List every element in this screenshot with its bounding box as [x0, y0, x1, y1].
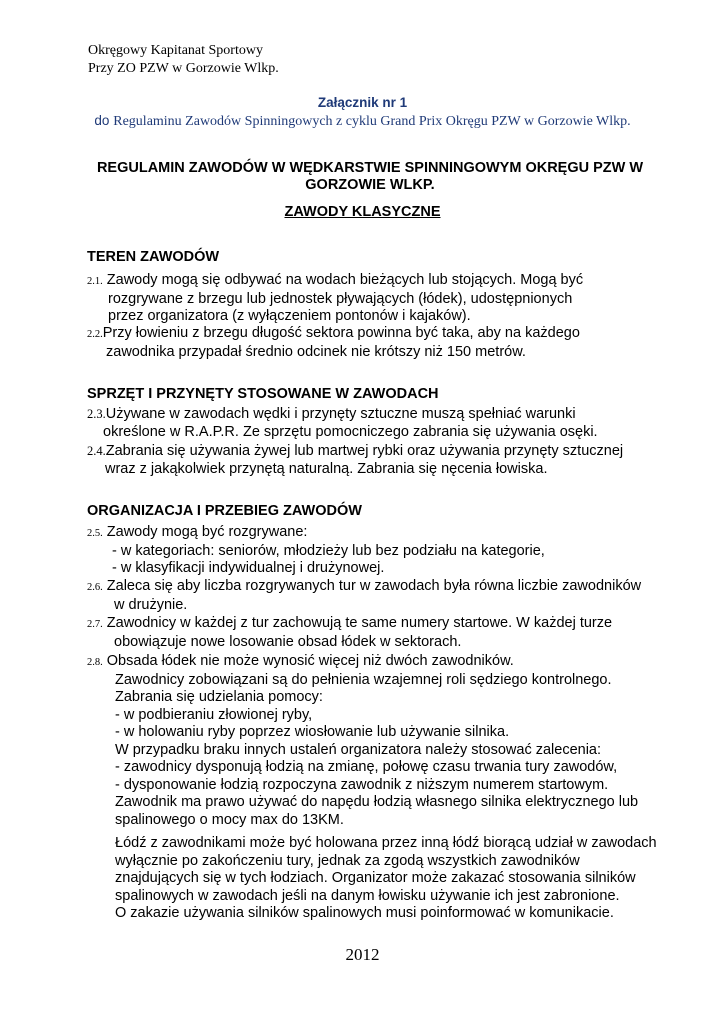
rule-number: 2.3. — [87, 407, 106, 421]
rule-line: - zawodnicy dysponują łodzią na zmianę, połowę czasu trwania tury zawodów, — [115, 759, 618, 775]
rule-line: Zawodnik ma prawo używać do napędu łodzią własnego silnika elektrycznego lub — [115, 794, 639, 810]
annex-title: Załącznik nr 1 — [317, 95, 408, 110]
rule-line: O zakazie używania silników spalinowych musi poinformować w komunikacie. — [115, 905, 614, 921]
rule-line: Zawodnicy w każdej z tur zachowują te same numery startowe. W każdej turze — [106, 615, 613, 631]
rule-line: - w klasyfikacji indywidualnej i drużynowej. — [112, 560, 385, 576]
rule-line: - w kategoriach: seniorów, młodzieży lub bez podziału na kategorie, — [112, 542, 545, 559]
rule-number: 2.6. — [87, 582, 103, 593]
rule-2-2 — [87, 325, 687, 361]
section-heading-teren: TEREN ZAWODÓW — [87, 249, 220, 265]
rule-number: 2.8. — [87, 657, 103, 668]
section-heading-sprzet: SPRZĘT I PRZYNĘTY STOSOWANE W ZAWODACH — [87, 386, 439, 402]
rule-number: 2.2. — [87, 329, 103, 340]
rule-2-5 — [87, 524, 687, 578]
rule-line: Używane w zawodach wędki i przynęty sztuczne muszą spełniać warunki — [105, 406, 576, 422]
rule-2-1 — [87, 272, 687, 326]
rule-line: w drużynie. — [114, 596, 188, 613]
rule-number: 2.1. — [87, 276, 103, 287]
rule-line: Łódź z zawodnikami może być holowana przez inną łódź biorącą udział w zawodach — [115, 835, 657, 851]
rule-line: Przy łowieniu z brzegu długość sektora powinna być taka, aby na każdego — [102, 325, 580, 341]
rule-line: obowiązuje nowe losowanie obsad łódek w sektorach. — [114, 633, 462, 650]
annex-prefix: do — [94, 113, 110, 128]
rule-line: - w podbieraniu złowionej ryby, — [115, 706, 313, 723]
rule-line: Zawody mogą się odbywać na wodach bieżących lub stojących. Mogą być — [106, 272, 584, 288]
rule-line: Zawodnicy zobowiązani są do pełnienia wzajemnej roli sędziego kontrolnego. — [115, 671, 612, 688]
rule-2-7 — [87, 615, 687, 651]
rule-2-3 — [87, 406, 687, 441]
organization-line-1: Okręgowy Kapitanat Sportowy — [88, 43, 263, 58]
rule-line: wyłącznie po zakończeniu tury, jednak za zgodą wszystkich zawodników — [115, 852, 580, 869]
organization-line-2: Przy ZO PZW w Gorzowie Wlkp. — [88, 61, 279, 76]
section-heading-organizacja: ORGANIZACJA I PRZEBIEG ZAWODÓW — [87, 503, 362, 519]
rule-line: - w holowaniu ryby poprzez wiosłowanie lub używanie silnika. — [115, 724, 510, 740]
rule-line: określone w R.A.P.R. Ze sprzętu pomocniczego zabrania się używania osęki. — [103, 423, 598, 440]
rule-line: - dysponowanie łodzią rozpoczyna zawodnik z niższym numerem startowym. — [115, 776, 609, 793]
footer-year: 2012 — [345, 945, 380, 964]
rule-line: spalinowych w zawodach jeśli na danym łowisku używanie ich jest zabronione. — [115, 887, 620, 904]
rule-number: 2.4. — [87, 444, 106, 458]
rule-line: Zabrania się używania żywej lub martwej rybki oraz używania przynęty sztucznej — [105, 443, 624, 459]
rule-line: Obsada łódek nie może wynosić więcej niż dwóch zawodników. — [106, 653, 514, 669]
annex-subtitle-text: Regulaminu Zawodów Spinningowych z cyklu Grand Prix Okręgu PZW w Gorzowie Wlkp. — [113, 114, 631, 129]
document-title: REGULAMIN ZAWODÓW W WĘDKARSTWIE SPINNINGOWYM OKRĘGU PZW W GORZOWIE WLKP. — [96, 160, 644, 193]
rule-line: wraz z jakąkolwiek przynętą naturalną. Zabrania się nęcenia łowiska. — [105, 460, 548, 477]
rule-2-6 — [87, 578, 687, 614]
rule-line: Zaleca się aby liczba rozgrywanych tur w zawodach była równa liczbie zawodników — [106, 578, 642, 594]
rule-line: rozgrywane z brzegu lub jednostek pływających (łódek), udostępnionych — [108, 290, 573, 307]
rule-line: W przypadku braku innych ustaleń organizatora należy stosować zalecenia: — [115, 741, 602, 758]
document-subtitle: ZAWODY KLASYCZNE — [284, 204, 441, 220]
rule-line: zawodnika przypadał średnio odcinek nie krótszy niż 150 metrów. — [106, 343, 526, 360]
rule-2-4 — [87, 443, 687, 478]
rule-2-8 — [87, 653, 687, 923]
rule-number: 2.7. — [87, 619, 103, 630]
rule-line: przez organizatora (z wyłączeniem pontonów i kajaków). — [108, 308, 471, 324]
rule-line: spalinowego o mocy max do 13KM. — [115, 811, 344, 828]
rule-line: znajdujących się w tych łodziach. Organizator może zakazać stosowania silników — [115, 870, 636, 886]
rule-number: 2.5. — [87, 528, 103, 539]
rule-line: Zawody mogą być rozgrywane: — [106, 524, 308, 540]
annex-subtitle — [0, 112, 725, 130]
rule-line: Zabrania się udzielania pomocy: — [115, 689, 323, 705]
